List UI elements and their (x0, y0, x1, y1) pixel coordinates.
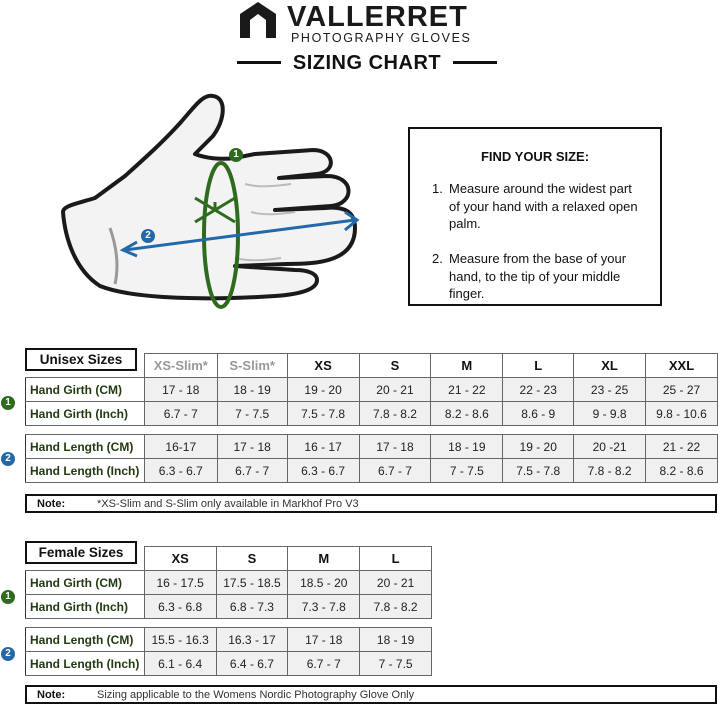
table-row (26, 652, 432, 676)
table-cell: 21 - 22 (646, 435, 718, 459)
table-cell: 17 - 18 (359, 435, 431, 459)
length-marker-badge: 2 (1, 452, 15, 466)
table-cell: 6.3 - 6.8 (144, 595, 216, 619)
chart-title: SIZING CHART (292, 52, 442, 74)
note-label: Note: (37, 498, 66, 510)
female-note-bar (25, 685, 717, 704)
size-header: L (503, 354, 574, 378)
table-cell: 23 - 25 (574, 378, 646, 402)
separator-cell (26, 619, 432, 628)
row-label: Hand Length (CM) (26, 435, 145, 459)
table-cell: 20 -21 (574, 435, 646, 459)
length-marker-badge: 2 (1, 647, 15, 661)
instruction-step-1 (432, 180, 642, 233)
logo-mark-icon (236, 0, 280, 40)
female-size-table (25, 546, 432, 676)
table-row (26, 378, 718, 402)
row-label: Hand Girth (Inch) (26, 595, 145, 619)
blank-cell (26, 354, 145, 378)
size-header: XXL (646, 354, 718, 378)
unisex-size-table (25, 353, 718, 483)
table-separator (26, 619, 432, 628)
table-cell: 7.3 - 7.8 (288, 595, 360, 619)
table-cell: 6.7 - 7 (288, 652, 360, 676)
table-cell: 9 - 9.8 (574, 402, 646, 426)
table-cell: 8.2 - 8.6 (646, 459, 718, 483)
chart-title-row (237, 52, 497, 74)
note-label: Note: (37, 689, 66, 701)
row-label: Hand Girth (CM) (26, 378, 145, 402)
table-cell: 8.2 - 8.6 (431, 402, 503, 426)
table-cell: 6.1 - 6.4 (144, 652, 216, 676)
unisex-note-bar (25, 494, 717, 513)
blank-cell (26, 547, 145, 571)
table-cell: 17 - 18 (217, 435, 287, 459)
title-rule-right (453, 61, 497, 64)
size-header-row (26, 547, 432, 571)
girth-marker-badge: 1 (229, 148, 243, 162)
table-cell: 17 - 18 (144, 378, 217, 402)
table-cell: 7.8 - 8.2 (360, 595, 432, 619)
find-your-size-title: FIND YOUR SIZE: (480, 149, 590, 164)
row-label: Hand Length (Inch) (26, 652, 145, 676)
girth-marker-badge: 1 (1, 590, 15, 604)
table-cell: 6.7 - 7 (144, 402, 217, 426)
size-header-row (26, 354, 718, 378)
girth-marker-badge: 1 (1, 396, 15, 410)
table-cell: 21 - 22 (431, 378, 503, 402)
step-number: 1. (432, 181, 443, 196)
table-cell: 18 - 19 (431, 435, 503, 459)
table-cell: 16.3 - 17 (216, 628, 288, 652)
step-text: Measure from the base of your hand, to the tip of your middle finger. (449, 251, 627, 301)
table-cell: 7.8 - 8.2 (574, 459, 646, 483)
table-row (26, 402, 718, 426)
table-cell: 6.7 - 7 (359, 459, 431, 483)
unisex-sizes-label: Unisex Sizes (25, 348, 137, 371)
note-text: Sizing applicable to the Womens Nordic Photography Glove Only (97, 689, 415, 701)
step-number: 2. (432, 251, 443, 266)
note-text: *XS-Slim and S-Slim only available in Markhof Pro V3 (97, 498, 359, 510)
table-cell: 7.5 - 7.8 (287, 402, 359, 426)
table-cell: 8.6 - 9 (503, 402, 574, 426)
table-cell: 19 - 20 (287, 378, 359, 402)
table-row (26, 595, 432, 619)
row-label: Hand Length (CM) (26, 628, 145, 652)
size-header: M (288, 547, 360, 571)
table-row (26, 459, 718, 483)
size-header: M (431, 354, 503, 378)
brand-subtitle: PHOTOGRAPHY GLOVES (291, 31, 472, 45)
table-cell: 6.4 - 6.7 (216, 652, 288, 676)
table-cell: 19 - 20 (503, 435, 574, 459)
table-cell: 7 - 7.5 (360, 652, 432, 676)
table-cell: 9.8 - 10.6 (646, 402, 718, 426)
separator-cell (26, 426, 718, 435)
size-header: XS (144, 547, 216, 571)
hand-illustration (55, 88, 375, 320)
size-header: S-Slim* (217, 354, 287, 378)
table-cell: 20 - 21 (359, 378, 431, 402)
size-header: XS (287, 354, 359, 378)
instruction-step-2 (432, 250, 642, 303)
table-cell: 18 - 19 (360, 628, 432, 652)
table-row (26, 571, 432, 595)
table-cell: 25 - 27 (646, 378, 718, 402)
find-your-size-box (408, 127, 662, 306)
size-header: XL (574, 354, 646, 378)
size-header: L (360, 547, 432, 571)
table-cell: 16 - 17 (287, 435, 359, 459)
table-cell: 6.3 - 6.7 (287, 459, 359, 483)
table-row (26, 435, 718, 459)
step-text: Measure around the widest part of your hand with a relaxed open palm. (449, 181, 638, 231)
table-cell: 6.3 - 6.7 (144, 459, 217, 483)
table-cell: 22 - 23 (503, 378, 574, 402)
table-cell: 17.5 - 18.5 (216, 571, 288, 595)
table-cell: 20 - 21 (360, 571, 432, 595)
table-cell: 16-17 (144, 435, 217, 459)
table-cell: 18 - 19 (217, 378, 287, 402)
table-cell: 7 - 7.5 (217, 402, 287, 426)
size-header: S (359, 354, 431, 378)
row-label: Hand Girth (CM) (26, 571, 145, 595)
size-header: S (216, 547, 288, 571)
table-cell: 15.5 - 16.3 (144, 628, 216, 652)
brand-name: VALLERRET (287, 1, 468, 33)
table-cell: 16 - 17.5 (144, 571, 216, 595)
row-label: Hand Length (Inch) (26, 459, 145, 483)
table-row (26, 628, 432, 652)
female-sizes-label: Female Sizes (25, 541, 137, 564)
table-cell: 6.7 - 7 (217, 459, 287, 483)
table-cell: 7 - 7.5 (431, 459, 503, 483)
table-cell: 18.5 - 20 (288, 571, 360, 595)
length-marker-badge: 2 (141, 229, 155, 243)
table-cell: 7.8 - 8.2 (359, 402, 431, 426)
table-cell: 17 - 18 (288, 628, 360, 652)
table-cell: 7.5 - 7.8 (503, 459, 574, 483)
size-header: XS-Slim* (144, 354, 217, 378)
row-label: Hand Girth (Inch) (26, 402, 145, 426)
table-cell: 6.8 - 7.3 (216, 595, 288, 619)
table-separator (26, 426, 718, 435)
